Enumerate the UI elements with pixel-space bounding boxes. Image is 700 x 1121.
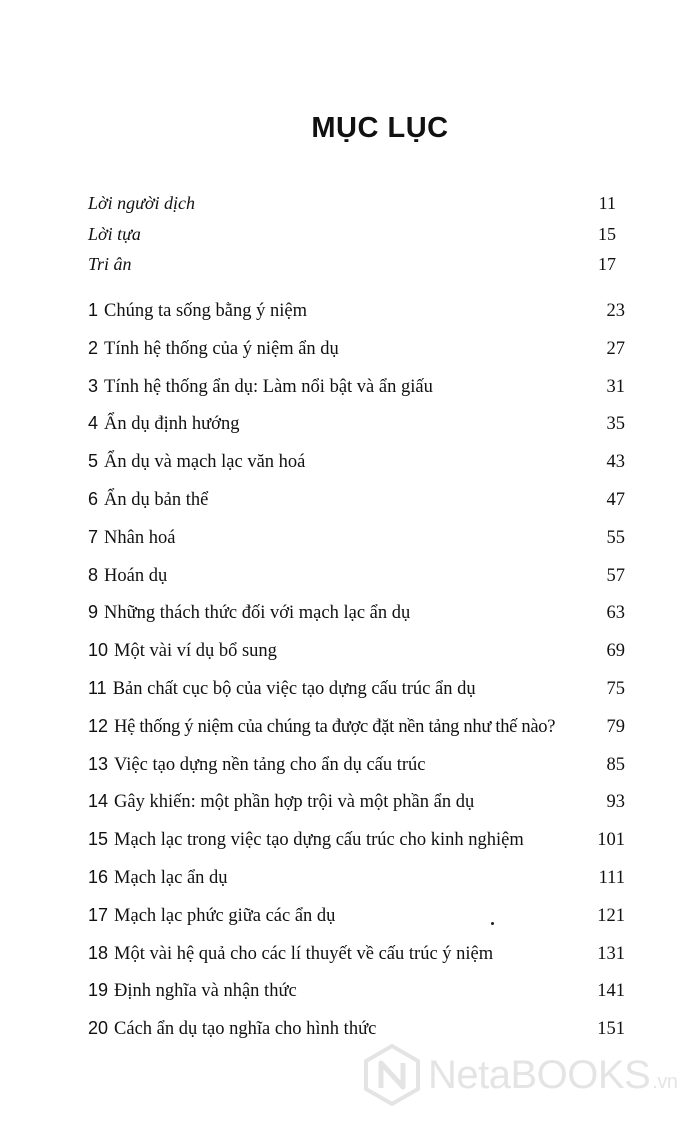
chapter-number: 2 [88, 337, 99, 358]
chapter-title: Nhân hoá [104, 527, 176, 548]
chapter-title: Chúng ta sống bằng ý niệm [104, 301, 307, 321]
front-matter-label: Lời tựa [88, 223, 141, 244]
chapter-number: 1 [88, 300, 99, 320]
watermark-brand: NetaBOOKS [428, 1052, 651, 1097]
chapter-page: 35 [606, 414, 625, 435]
chapter-number: 5 [88, 451, 99, 472]
front-matter-label: Tri ân [88, 254, 132, 274]
watermark-text [428, 1053, 677, 1098]
chapter-page: 57 [606, 565, 625, 586]
chapter-number: 6 [88, 488, 99, 509]
chapter-title: Cách ẩn dụ tạo nghĩa cho hình thức [114, 1019, 377, 1040]
chapter-title: Tính hệ thống ẩn dụ: Làm nổi bật và ẩn giấu [104, 376, 433, 397]
chapter-number: 13 [88, 753, 109, 774]
chapter-page: 93 [606, 792, 625, 813]
chapter-number: 14 [88, 791, 109, 812]
chapter-number: 18 [88, 942, 109, 963]
watermark-suffix: .vn [652, 1070, 678, 1093]
chapter-number: 9 [88, 602, 99, 623]
front-matter-item [88, 193, 616, 224]
chapter-title: Mạch lạc ẩn dụ [114, 867, 228, 888]
chapter-title: Một vài hệ quả cho các lí thuyết về cấu trúc ý niệm [114, 943, 494, 964]
chapter-page: 27 [606, 338, 625, 359]
chapter-page: 63 [606, 603, 625, 624]
chapter-title: Một vài ví dụ bổ sung [114, 641, 277, 662]
chapter-title: Hệ thống ý niệm của chúng ta được đặt nền tảng như thế nào? [114, 716, 556, 737]
chapter-row [88, 867, 625, 905]
chapter-number: 7 [88, 526, 99, 547]
chapter-page: 69 [606, 641, 625, 662]
chapter-title: Những thách thức đối với mạch lạc ẩn dụ [104, 603, 411, 624]
netabooks-logo-icon [364, 1044, 420, 1106]
chapter-title: Tính hệ thống của ý niệm ẩn dụ [104, 338, 339, 359]
watermark [364, 1044, 677, 1106]
chapter-row [88, 338, 625, 376]
chapter-row [88, 716, 625, 754]
chapter-number: 19 [88, 980, 109, 1001]
chapter-number: 3 [88, 375, 99, 396]
chapter-number: 4 [88, 413, 99, 434]
chapter-number: 8 [88, 564, 99, 585]
chapter-page: 151 [597, 1019, 625, 1040]
chapter-title: Mạch lạc trong việc tạo dựng cấu trúc cho kinh nghiệm [114, 830, 524, 851]
chapter-page: 131 [597, 943, 625, 964]
chapter-page: 55 [606, 527, 625, 548]
chapter-row [88, 413, 625, 451]
chapter-number: 15 [88, 829, 109, 850]
chapter-page: 31 [606, 376, 625, 397]
chapter-page: 101 [597, 830, 625, 851]
front-matter-item [88, 224, 616, 255]
front-matter-list [88, 193, 616, 285]
chapter-number: 16 [88, 866, 109, 887]
chapter-row [88, 905, 625, 943]
chapter-page: 75 [606, 678, 625, 699]
chapter-page: 23 [606, 301, 625, 321]
chapter-row [88, 791, 625, 829]
chapter-title: Ẩn dụ bản thể [104, 489, 209, 510]
print-speck [491, 922, 494, 925]
chapter-row [88, 451, 625, 489]
chapter-page: 79 [606, 716, 625, 737]
chapter-number: 12 [88, 715, 109, 736]
chapter-title: Bản chất cục bộ của việc tạo dựng cấu trúc ẩn dụ [112, 678, 476, 699]
chapter-number: 17 [88, 904, 109, 925]
chapter-row [88, 980, 625, 1018]
chapter-title: Gây khiến: một phần hợp trội và một phần ẩn dụ [114, 792, 475, 813]
chapter-title: Ẩn dụ và mạch lạc văn hoá [104, 452, 306, 473]
chapter-row [88, 527, 625, 565]
chapter-number: 20 [88, 1018, 109, 1039]
chapter-title: Ẩn dụ định hướng [104, 414, 240, 435]
chapter-page: 85 [606, 754, 625, 775]
front-matter-page: 15 [598, 223, 616, 244]
chapter-row [88, 943, 625, 981]
chapter-row [88, 829, 625, 867]
chapter-row [88, 300, 625, 338]
front-matter-page: 17 [598, 254, 616, 274]
chapter-row [88, 489, 625, 527]
chapter-page: 141 [597, 981, 625, 1002]
chapter-row [88, 754, 625, 792]
chapter-page: 47 [606, 489, 625, 510]
chapter-title: Mạch lạc phức giữa các ẩn dụ [114, 905, 336, 926]
chapter-row [88, 565, 625, 603]
front-matter-item [88, 254, 616, 285]
chapter-row [88, 602, 625, 640]
page-title: MỤC LỤC [311, 112, 449, 144]
chapter-title: Định nghĩa và nhận thức [114, 981, 297, 1002]
chapter-list [88, 300, 625, 1056]
chapter-row [88, 376, 625, 414]
chapter-page: 43 [606, 452, 625, 473]
front-matter-label: Lời người dịch [88, 193, 196, 213]
front-matter-page: 11 [598, 193, 616, 213]
chapter-number: 10 [88, 640, 109, 661]
chapter-row [88, 640, 625, 678]
chapter-page: 121 [597, 905, 625, 926]
chapter-title: Việc tạo dựng nền tảng cho ẩn dụ cấu trúc [114, 754, 426, 775]
chapter-title: Hoán dụ [104, 565, 168, 586]
chapter-row [88, 678, 625, 716]
chapter-number: 11 [88, 677, 107, 698]
chapter-page: 111 [598, 867, 625, 888]
